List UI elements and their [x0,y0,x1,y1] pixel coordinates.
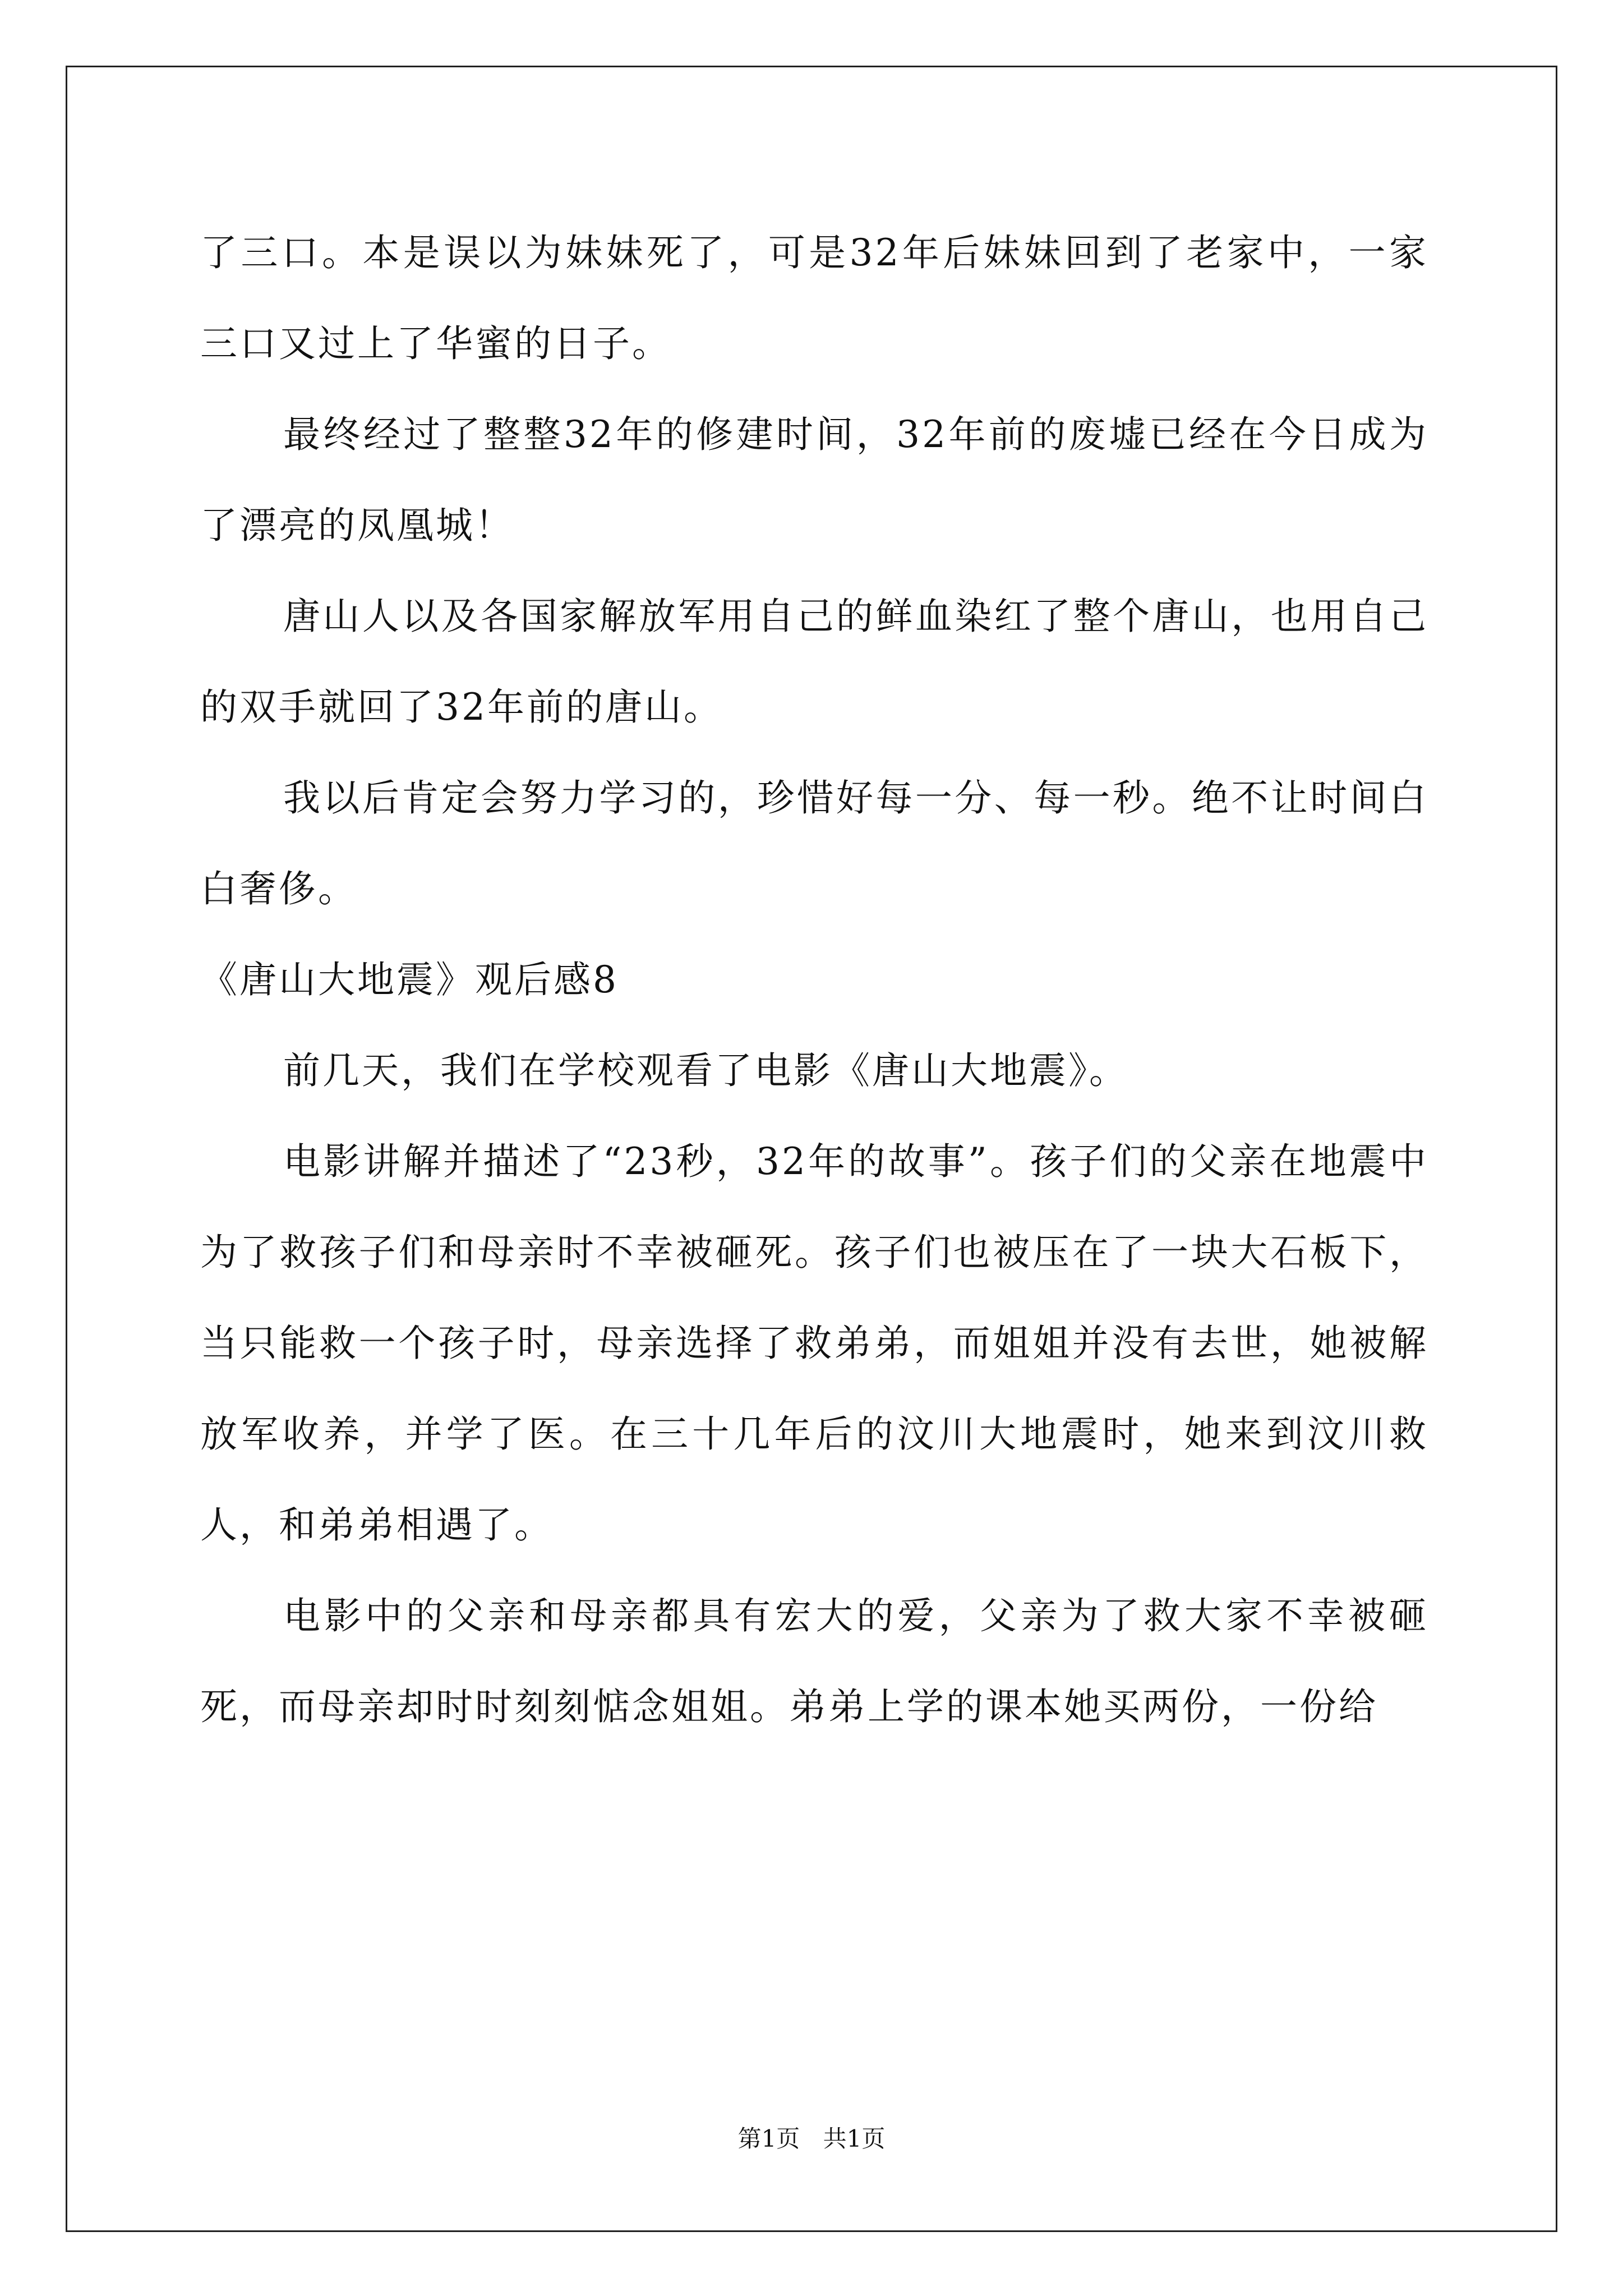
page-total: 共1页 [823,2125,886,2152]
paragraph: 电影中的父亲和母亲都具有宏大的爱，父亲为了救大家不幸被砸死，而母亲却时时刻刻惦念姐姐。弟弟上学的课本她买两份，一份给 [200,1594,1428,1728]
page-footer [0,2120,1623,2154]
page-number: 第1页 [737,2125,800,2152]
paragraph: 最终经过了整整32年的修建时间，32年前的废墟已经在今日成为了漂亮的凤凰城！ [200,413,1428,547]
paragraph-continuation: 了三口。本是误以为妹妹死了，可是32年后妹妹回到了老家中，一家三口又过上了华蜜的日子。 [200,231,1428,365]
paragraph: 前几天，我们在学校观看了电影《唐山大地震》。 [283,1049,1128,1092]
document-body [200,208,1428,1752]
section-heading: 《唐山大地震》观后感8 [200,958,619,1001]
paragraph: 我以后肯定会努力学习的，珍惜好每一分、每一秒。绝不让时间白白奢侈。 [200,776,1428,910]
paragraph: 唐山人以及各国家解放军用自己的鲜血染红了整个唐山，也用自己的双手就回了32年前的唐山。 [200,595,1428,729]
paragraph: 电影讲解并描述了“23秒，32年的故事”。孩子们的父亲在地震中为了救孩子们和母亲时不幸被砸死。孩子们也被压在了一块大石板下，当只能救一个孩子时，母亲选择了救弟弟，而姐姐并没有去世，她被解放军收养，并学了医。在三十几年后的汶川大地震时，她来到汶川救人，和弟弟相遇了。 [200,1140,1428,1547]
